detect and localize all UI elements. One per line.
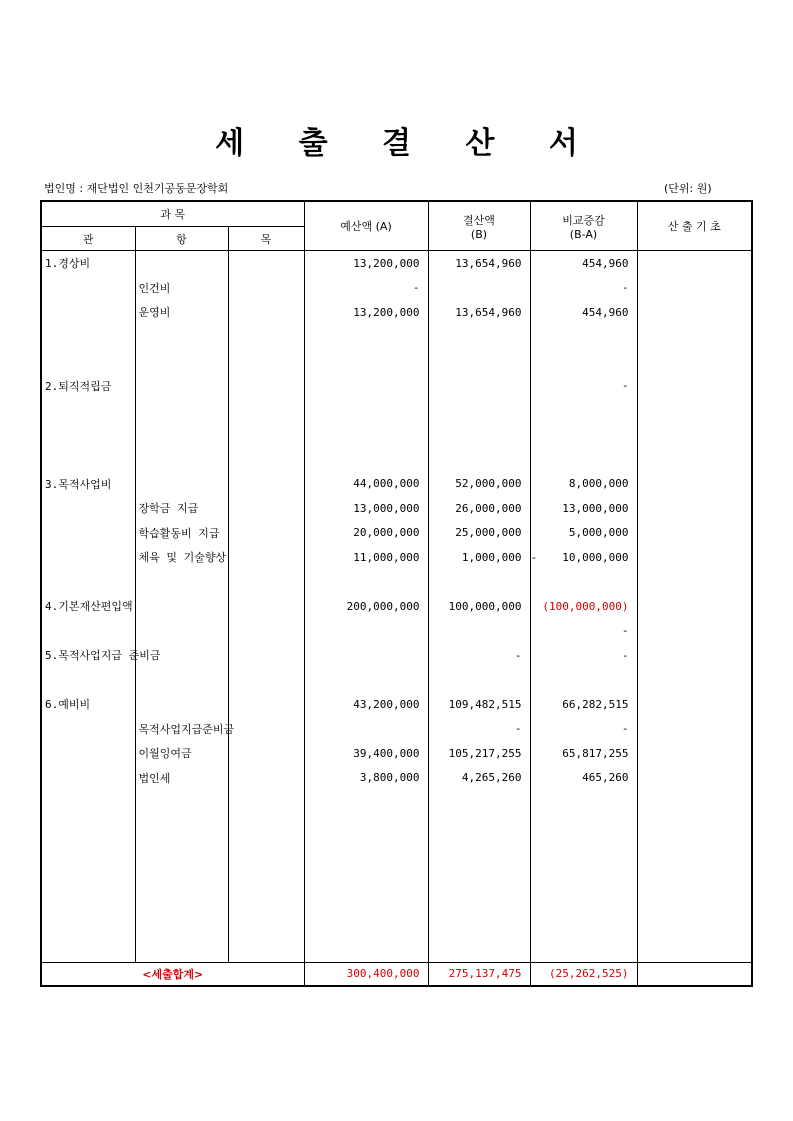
difference-value: - bbox=[621, 648, 629, 662]
row-gwan: 2.퇴직적립금 bbox=[41, 374, 135, 399]
difference-value: - bbox=[621, 624, 629, 638]
empty-cell bbox=[41, 864, 135, 889]
row-hang: 학습활동비 지급 bbox=[135, 521, 228, 546]
row-mok bbox=[228, 251, 304, 276]
row-budget bbox=[304, 619, 428, 644]
empty-cell bbox=[41, 790, 135, 815]
row-mok bbox=[228, 766, 304, 791]
empty-cell bbox=[304, 937, 428, 962]
total-difference: (25,262,525) bbox=[530, 962, 637, 986]
empty-cell bbox=[428, 839, 530, 864]
page-title: 세 출 결 산 서 bbox=[215, 126, 600, 161]
row-hang bbox=[135, 447, 228, 472]
empty-cell bbox=[637, 839, 752, 864]
empty-cell bbox=[228, 913, 304, 938]
row-basis bbox=[637, 374, 752, 399]
row-basis bbox=[637, 521, 752, 546]
row-budget: 44,000,000 bbox=[304, 472, 428, 497]
row-difference bbox=[530, 447, 637, 472]
empty-cell bbox=[135, 913, 228, 938]
row-gwan bbox=[41, 570, 135, 595]
empty-row bbox=[41, 888, 752, 913]
table-row bbox=[41, 570, 752, 595]
row-basis bbox=[637, 545, 752, 570]
row-settlement: 26,000,000 bbox=[428, 496, 530, 521]
row-mok bbox=[228, 496, 304, 521]
row-budget: 13,200,000 bbox=[304, 300, 428, 325]
difference-value: 10,000,000 bbox=[562, 550, 629, 564]
row-settlement: 52,000,000 bbox=[428, 472, 530, 497]
row-hang bbox=[135, 668, 228, 693]
total-budget: 300,400,000 bbox=[304, 962, 428, 986]
row-basis bbox=[637, 423, 752, 448]
row-settlement: - bbox=[428, 717, 530, 742]
empty-cell bbox=[637, 815, 752, 840]
difference-value: 65,817,255 bbox=[562, 746, 629, 760]
row-budget: 3,800,000 bbox=[304, 766, 428, 791]
table-row bbox=[41, 325, 752, 350]
row-budget bbox=[304, 374, 428, 399]
row-settlement: - bbox=[428, 643, 530, 668]
empty-cell bbox=[530, 937, 637, 962]
row-basis bbox=[637, 496, 752, 521]
row-difference bbox=[530, 643, 637, 668]
empty-cell bbox=[530, 815, 637, 840]
row-difference bbox=[530, 741, 637, 766]
row-settlement: 1,000,000 bbox=[428, 545, 530, 570]
empty-cell bbox=[304, 913, 428, 938]
row-hang: 장학금 지급 bbox=[135, 496, 228, 521]
row-settlement: 109,482,515 bbox=[428, 692, 530, 717]
row-settlement bbox=[428, 619, 530, 644]
row-basis bbox=[637, 251, 752, 276]
difference-value: (100,000,000) bbox=[542, 599, 629, 613]
row-gwan: 6.예비비 bbox=[41, 692, 135, 717]
row-difference bbox=[530, 521, 637, 546]
table-row bbox=[41, 496, 752, 521]
empty-cell bbox=[530, 888, 637, 913]
row-basis bbox=[637, 741, 752, 766]
header-difference-code: (B-A) bbox=[569, 227, 598, 241]
row-mok bbox=[228, 398, 304, 423]
row-mok bbox=[228, 545, 304, 570]
empty-cell bbox=[530, 864, 637, 889]
row-budget: 11,000,000 bbox=[304, 545, 428, 570]
row-mok bbox=[228, 570, 304, 595]
row-basis bbox=[637, 349, 752, 374]
row-mok bbox=[228, 741, 304, 766]
row-budget bbox=[304, 570, 428, 595]
empty-cell bbox=[530, 790, 637, 815]
row-difference bbox=[530, 545, 637, 570]
empty-cell bbox=[428, 937, 530, 962]
empty-cell bbox=[135, 888, 228, 913]
row-basis bbox=[637, 643, 752, 668]
total-label: <세출합계> bbox=[41, 962, 304, 986]
row-budget bbox=[304, 349, 428, 374]
row-hang bbox=[135, 374, 228, 399]
empty-row bbox=[41, 839, 752, 864]
row-hang: 운영비 bbox=[135, 300, 228, 325]
row-mok bbox=[228, 325, 304, 350]
row-basis bbox=[637, 325, 752, 350]
row-gwan bbox=[41, 766, 135, 791]
row-gwan bbox=[41, 447, 135, 472]
header-difference bbox=[530, 201, 637, 251]
row-mok bbox=[228, 300, 304, 325]
difference-value: 454,960 bbox=[582, 256, 629, 270]
empty-cell bbox=[135, 864, 228, 889]
empty-cell bbox=[637, 790, 752, 815]
empty-cell bbox=[428, 913, 530, 938]
row-difference bbox=[530, 692, 637, 717]
row-difference bbox=[530, 276, 637, 301]
header-settlement bbox=[428, 201, 530, 251]
row-gwan bbox=[41, 325, 135, 350]
empty-cell bbox=[637, 888, 752, 913]
empty-cell bbox=[637, 937, 752, 962]
row-hang bbox=[135, 423, 228, 448]
total-basis bbox=[637, 962, 752, 986]
row-budget bbox=[304, 643, 428, 668]
corporation-label: 법인명 : 재단법인 인천기공동문장학회 bbox=[44, 182, 229, 195]
row-basis bbox=[637, 472, 752, 497]
row-hang bbox=[135, 472, 228, 497]
empty-row bbox=[41, 815, 752, 840]
settlement-table bbox=[40, 200, 753, 987]
row-mok bbox=[228, 447, 304, 472]
row-basis bbox=[637, 570, 752, 595]
row-basis bbox=[637, 276, 752, 301]
table-row bbox=[41, 766, 752, 791]
row-mok bbox=[228, 423, 304, 448]
difference-value: 5,000,000 bbox=[568, 526, 629, 540]
empty-cell bbox=[304, 790, 428, 815]
row-settlement bbox=[428, 423, 530, 448]
row-budget bbox=[304, 398, 428, 423]
row-difference bbox=[530, 594, 637, 619]
row-gwan bbox=[41, 717, 135, 742]
empty-cell bbox=[304, 815, 428, 840]
row-mok bbox=[228, 276, 304, 301]
row-difference bbox=[530, 496, 637, 521]
row-settlement bbox=[428, 447, 530, 472]
empty-cell bbox=[228, 815, 304, 840]
empty-cell bbox=[228, 937, 304, 962]
header-settlement-label: 결산액 bbox=[463, 213, 495, 227]
empty-cell bbox=[304, 839, 428, 864]
row-hang bbox=[135, 692, 228, 717]
empty-cell bbox=[41, 913, 135, 938]
row-hang bbox=[135, 619, 228, 644]
difference-value: 454,960 bbox=[582, 305, 629, 319]
row-hang bbox=[135, 325, 228, 350]
row-settlement bbox=[428, 374, 530, 399]
row-gwan bbox=[41, 619, 135, 644]
row-difference bbox=[530, 349, 637, 374]
row-basis bbox=[637, 668, 752, 693]
row-settlement bbox=[428, 349, 530, 374]
header-settlement-code: (B) bbox=[470, 227, 488, 241]
row-mok bbox=[228, 692, 304, 717]
difference-value: 66,282,515 bbox=[562, 697, 629, 711]
row-gwan bbox=[41, 521, 135, 546]
empty-cell bbox=[304, 864, 428, 889]
row-budget: 200,000,000 bbox=[304, 594, 428, 619]
empty-cell bbox=[135, 790, 228, 815]
row-settlement bbox=[428, 276, 530, 301]
row-hang: 인건비 bbox=[135, 276, 228, 301]
empty-row bbox=[41, 790, 752, 815]
row-difference bbox=[530, 766, 637, 791]
row-settlement: 100,000,000 bbox=[428, 594, 530, 619]
empty-cell bbox=[41, 888, 135, 913]
row-basis bbox=[637, 692, 752, 717]
row-budget bbox=[304, 668, 428, 693]
difference-value: - bbox=[621, 281, 629, 295]
header-gwan: 관 bbox=[41, 227, 135, 251]
row-settlement bbox=[428, 668, 530, 693]
row-basis bbox=[637, 766, 752, 791]
row-mok bbox=[228, 472, 304, 497]
row-basis bbox=[637, 447, 752, 472]
empty-cell bbox=[41, 839, 135, 864]
table-row bbox=[41, 643, 752, 668]
row-gwan bbox=[41, 545, 135, 570]
row-settlement bbox=[428, 398, 530, 423]
row-gwan bbox=[41, 300, 135, 325]
table-row bbox=[41, 717, 752, 742]
row-settlement: 4,265,260 bbox=[428, 766, 530, 791]
unit-label: (단위: 원) bbox=[664, 182, 712, 195]
row-difference bbox=[530, 251, 637, 276]
row-budget bbox=[304, 447, 428, 472]
row-gwan bbox=[41, 276, 135, 301]
empty-cell bbox=[428, 815, 530, 840]
row-budget bbox=[304, 717, 428, 742]
row-difference bbox=[530, 570, 637, 595]
row-settlement: 13,654,960 bbox=[428, 251, 530, 276]
header-difference-label: 비교증감 bbox=[562, 213, 605, 227]
row-settlement: 13,654,960 bbox=[428, 300, 530, 325]
empty-cell bbox=[228, 864, 304, 889]
row-difference bbox=[530, 423, 637, 448]
table-row bbox=[41, 398, 752, 423]
row-difference bbox=[530, 619, 637, 644]
empty-cell bbox=[428, 888, 530, 913]
row-budget: 39,400,000 bbox=[304, 741, 428, 766]
empty-cell bbox=[428, 790, 530, 815]
row-hang bbox=[135, 251, 228, 276]
row-settlement bbox=[428, 570, 530, 595]
row-mok bbox=[228, 349, 304, 374]
row-basis bbox=[637, 717, 752, 742]
row-settlement: 25,000,000 bbox=[428, 521, 530, 546]
empty-cell bbox=[41, 937, 135, 962]
difference-value: 13,000,000 bbox=[562, 501, 629, 515]
table-row bbox=[41, 276, 752, 301]
empty-row bbox=[41, 913, 752, 938]
row-hang bbox=[135, 570, 228, 595]
negative-dash: - bbox=[530, 550, 538, 564]
row-settlement: 105,217,255 bbox=[428, 741, 530, 766]
header-budget: 예산액 (A) bbox=[304, 201, 428, 251]
row-basis bbox=[637, 300, 752, 325]
row-gwan bbox=[41, 349, 135, 374]
table-row bbox=[41, 374, 752, 399]
row-budget: 13,000,000 bbox=[304, 496, 428, 521]
empty-cell bbox=[135, 937, 228, 962]
row-budget: 20,000,000 bbox=[304, 521, 428, 546]
empty-cell bbox=[135, 815, 228, 840]
row-mok bbox=[228, 643, 304, 668]
empty-cell bbox=[135, 839, 228, 864]
empty-row bbox=[41, 937, 752, 962]
table-row bbox=[41, 741, 752, 766]
table-row bbox=[41, 251, 752, 276]
row-mok bbox=[228, 668, 304, 693]
header-hang: 항 bbox=[135, 227, 228, 251]
row-difference bbox=[530, 668, 637, 693]
difference-value: - bbox=[621, 379, 629, 393]
row-hang: 체육 및 기술향상 bbox=[135, 545, 228, 570]
empty-cell bbox=[41, 815, 135, 840]
header-subject: 과 목 bbox=[41, 201, 304, 227]
row-difference bbox=[530, 398, 637, 423]
row-hang bbox=[135, 398, 228, 423]
row-budget: - bbox=[304, 276, 428, 301]
row-gwan bbox=[41, 398, 135, 423]
row-difference bbox=[530, 374, 637, 399]
table-row bbox=[41, 472, 752, 497]
table-row bbox=[41, 692, 752, 717]
empty-cell bbox=[228, 888, 304, 913]
row-settlement bbox=[428, 325, 530, 350]
header-mok: 목 bbox=[228, 227, 304, 251]
table-row bbox=[41, 619, 752, 644]
empty-cell bbox=[428, 864, 530, 889]
row-mok bbox=[228, 521, 304, 546]
difference-value: 465,260 bbox=[582, 771, 629, 785]
row-budget bbox=[304, 423, 428, 448]
empty-cell bbox=[228, 839, 304, 864]
row-basis bbox=[637, 619, 752, 644]
difference-value: - bbox=[621, 722, 629, 736]
row-hang bbox=[135, 349, 228, 374]
row-difference bbox=[530, 300, 637, 325]
header-basis: 산 출 기 초 bbox=[637, 201, 752, 251]
row-gwan bbox=[41, 668, 135, 693]
row-difference bbox=[530, 325, 637, 350]
empty-cell bbox=[304, 888, 428, 913]
empty-cell bbox=[530, 839, 637, 864]
row-hang: 이월잉여금 bbox=[135, 741, 228, 766]
row-mok bbox=[228, 717, 304, 742]
row-gwan: 4.기본재산편입액 bbox=[41, 594, 135, 619]
row-difference bbox=[530, 717, 637, 742]
row-gwan bbox=[41, 496, 135, 521]
row-gwan: 3.목적사업비 bbox=[41, 472, 135, 497]
row-gwan: 5.목적사업지급 준비금 bbox=[41, 643, 135, 668]
table-row bbox=[41, 521, 752, 546]
table-row bbox=[41, 349, 752, 374]
table-row bbox=[41, 668, 752, 693]
row-hang: 법인세 bbox=[135, 766, 228, 791]
row-budget: 43,200,000 bbox=[304, 692, 428, 717]
empty-row bbox=[41, 864, 752, 889]
row-hang: 목적사업지급준비금 bbox=[135, 717, 228, 742]
table-row bbox=[41, 594, 752, 619]
table-row bbox=[41, 447, 752, 472]
row-hang bbox=[135, 594, 228, 619]
total-row bbox=[41, 962, 752, 986]
row-mok bbox=[228, 374, 304, 399]
row-budget: 13,200,000 bbox=[304, 251, 428, 276]
difference-value: 8,000,000 bbox=[568, 477, 629, 491]
table-row bbox=[41, 545, 752, 570]
table-row bbox=[41, 423, 752, 448]
empty-cell bbox=[637, 864, 752, 889]
empty-cell bbox=[637, 913, 752, 938]
total-settlement: 275,137,475 bbox=[428, 962, 530, 986]
row-budget bbox=[304, 325, 428, 350]
row-gwan bbox=[41, 423, 135, 448]
row-difference bbox=[530, 472, 637, 497]
table-row bbox=[41, 300, 752, 325]
empty-cell bbox=[530, 913, 637, 938]
empty-cell bbox=[228, 790, 304, 815]
row-gwan bbox=[41, 741, 135, 766]
row-mok bbox=[228, 594, 304, 619]
row-basis bbox=[637, 398, 752, 423]
row-mok bbox=[228, 619, 304, 644]
row-basis bbox=[637, 594, 752, 619]
row-gwan: 1.경상비 bbox=[41, 251, 135, 276]
